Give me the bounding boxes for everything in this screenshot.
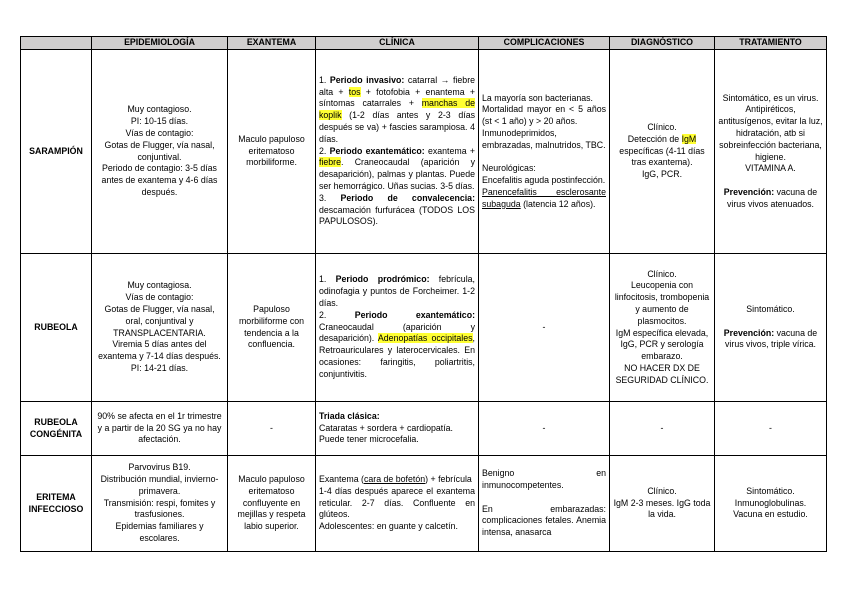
row-label-eritema-infeccioso: ERITEMA INFECCIOSO [21,456,92,552]
congenita-diagnostico: - [610,402,715,456]
eritema-epidemiologia [92,456,228,552]
text-span: exantema + [424,145,475,156]
text-line: Inmunodeprimidos, embrazadas, malnutridos, TBC. [482,127,606,150]
text-span: febrícula, odinofagia y puntos de Forcheimer. 1-2 días. [319,274,475,308]
text-span: vacuna de virus vivos atenuados. [726,186,818,209]
text-span: vacuna de virus vivos, triple vírica. [725,327,818,350]
clinica-periodo-2 [319,146,475,193]
text-span: 2. [319,145,330,156]
text-span: Periodo exantemático: [354,309,475,320]
underlined-cara-de-bofeton: cara de bofetón [363,474,426,484]
text-line: Parvovirus B19. [128,462,191,473]
text-line: Neurológicas: [482,163,536,174]
highlight-adenopatias: Adenopatías occipitales [377,333,473,344]
row-sarampion [21,50,827,254]
text-line: Antipiréticos, antitusígenos, evitar la luz, hidratación, atb si sobreinfección bacteriana, higiene. [718,104,823,162]
header-row [21,37,827,50]
header-diagnostico: DIAGNÓSTICO [610,37,715,50]
row-rubeola-congenita [21,402,827,456]
text-span: , Retroauriculares y laterocervicales. En ocasiones: faringitis, poliartritis, conjuntivitis. [319,333,475,379]
spacer [718,316,823,328]
text-line: Sintomático. [746,303,795,314]
text-line: Distribución mundial, invierno-primavera. [100,474,219,496]
text-line: Benigno en inmunocompetentes. [482,468,606,490]
diseases-table [20,36,827,552]
text-line: Leucopenia con linfocitosis, trombopenia y aumento de plasmocitos. [614,280,710,326]
text-line: Cataratas + sordera + cardiopatía. [319,422,453,433]
text-line: NO HACER DX DE SEGURIDAD CLÍNICO. [615,362,709,385]
congenita-exantema: - [228,402,316,456]
text-line: Epidemias familiares y escolares. [115,521,204,543]
text-span: Prevención: [723,327,775,338]
text-line: Puede tener microcefalia. [319,434,419,445]
congenita-complicaciones: - [479,402,610,456]
text-line: Gotas de Flugger, vía nasal, conjuntival. [104,139,215,162]
eritema-diagnostico [610,456,715,552]
text-span: 3. [319,192,341,203]
header-exantema: EXANTEMA [228,37,316,50]
text-span: Prevención: [723,186,775,197]
text-line [319,474,475,486]
text-span: + fotofobia + enantema + síntomas catarrales + [319,86,475,109]
congenita-epidemiologia: 90% se afecta en el 1r trimestre y a partir de la 20 SG ya no hay afectación. [92,402,228,456]
underlined-panencefalitis: Panencefalitis esclerosante subaguda [482,186,606,209]
text-span: catarral → fiebre alta + [319,74,476,97]
header-empty [21,37,92,50]
eritema-exantema: Maculo papuloso eritematoso confluyente en mejillas y respeta labio superior. [228,456,316,552]
text-line: Vías de contagio: [125,127,194,138]
clinica-periodo-1 [319,274,475,309]
sarampion-clinica [316,50,479,254]
text-line [482,187,606,211]
text-line: Transmisión: respi, fomites y trasfusiones. [103,497,216,520]
text-line: Mortalidad mayor en < 5 años (st < 1 año) y > 20 años. [482,104,606,127]
rubeola-clinica [316,254,479,402]
text-span: (1-2 días antes y 2-3 días después se va) + fascies sarampiosa. 4 días. [319,110,475,144]
spacer [718,175,823,187]
clinica-periodo-2 [319,310,475,381]
text-line: 1-4 días después aparece el exantema reticular. 2-7 días. Confluente en glúteos. [319,485,475,520]
spacer [482,492,606,504]
row-eritema-infeccioso [21,456,827,552]
text-span: Exantema ( [319,474,364,484]
text-line: IgM específica elevada, IgG, PCR y serología embarazo. [615,327,709,362]
sarampion-diagnostico [610,50,715,254]
rubeola-tratamiento [715,254,827,402]
text-line: Vías de contagio: [125,292,194,303]
text-line: PI: 14-21 días. [130,362,189,373]
eritema-clinica [316,456,479,552]
sarampion-tratamiento [715,50,827,254]
sarampion-epidemiologia [92,50,228,254]
text-line: Viremia 5 días antes del exantema y 7-14 días después. [98,339,221,362]
text-line: Sintomático. [746,485,795,496]
rubeola-complicaciones: - [479,254,610,402]
sarampion-complicaciones [479,50,610,254]
text-line [718,328,823,352]
text-line: Gotas de Flugger, vía nasal, oral, conjuntival y TRANSPLACENTARIA. [104,303,215,338]
text-line: IgM 2-3 meses. IgG toda la vida. [613,497,711,520]
text-span: descamación furfurácea (TODOS LOS PAPULOSOS). [319,204,475,227]
text-line: Clínico. [647,485,677,496]
congenita-clinica [316,402,479,456]
text-line [718,187,823,211]
rubeola-epidemiologia [92,254,228,402]
text-line: Clínico. [647,122,677,132]
text-span: 1. [319,74,330,85]
text-line: IgG, PCR. [641,169,683,180]
header-epidemiologia: EPIDEMIOLOGÍA [92,37,228,50]
text-span: ) + febrícula [425,474,472,484]
spacer [482,152,606,164]
highlight-fiebre: fiebre [319,157,342,168]
highlight-koplik: manchas de koplik [319,98,475,121]
text-span: específicas (4-11 días tras exantema). [619,145,705,168]
text-line: Inmunoglobulinas. [734,497,807,508]
text-line: VITAMINA A. [745,163,796,174]
text-span: Periodo exantemático: [329,145,425,156]
header-clinica: CLÍNICA [316,37,479,50]
text-line: Triada clásica: [319,410,380,421]
text-line [613,134,711,169]
text-span: Detección de [627,133,682,144]
text-line: En embarazadas: complicaciones fetales. Anemia intensa, anasarca [482,503,606,538]
eritema-tratamiento [715,456,827,552]
text-span: . Craneocaudal (aparición y desaparición), palmas y plantas. Puede ser hemorrágico. Uñas sucias. 3-5 días. [319,157,475,191]
text-line: Muy contagioso. [127,104,192,115]
row-rubeola [21,254,827,402]
text-line: Encefalitis aguda postinfección. [482,175,606,186]
rubeola-exantema: Papuloso morbiliforme con tendencia a la confluencia. [228,254,316,402]
highlight-tos: tos [348,86,361,97]
text-line: Vacuna en estudio. [733,509,808,520]
text-span: Periodo invasivo: [329,74,405,85]
clinica-periodo-1 [319,75,475,146]
row-label-rubeola: RUBEOLA [21,254,92,402]
highlight-igm: IgM [681,133,697,144]
eritema-complicaciones [479,456,610,552]
rubeola-diagnostico [610,254,715,402]
text-span: Craneocaudal (aparición y desaparición). [319,321,475,344]
row-label-rubeola-congenita: RUBEOLA CONGÉNITA [21,402,92,456]
text-span: 2. [319,309,355,320]
clinica-periodo-3 [319,193,475,228]
text-line: Adolescentes: en guante y calcetín. [319,521,458,532]
sarampion-exantema: Maculo papuloso eritematoso morbiliforme. [228,50,316,254]
text-span: Periodo prodrómico: [335,274,430,285]
text-line: Clínico. [647,268,677,279]
text-line: La mayoría son bacterianas. [482,92,594,103]
text-span: (latencia 12 años). [520,198,596,209]
text-line: Muy contagiosa. [127,280,192,291]
congenita-tratamiento: - [715,402,827,456]
text-line: PI: 10-15 días. [130,116,189,127]
header-tratamiento: TRATAMIENTO [715,37,827,50]
text-span: 1. [319,274,336,285]
header-complicaciones: COMPLICACIONES [479,37,610,50]
text-line: Sintomático, es un virus. [722,92,819,103]
row-label-sarampion: SARAMPIÓN [21,50,92,254]
text-line: Periodo de contagio: 3-5 días antes de exantema y 4-6 días después. [101,163,218,197]
text-span: Periodo de convalecencia: [340,192,475,203]
